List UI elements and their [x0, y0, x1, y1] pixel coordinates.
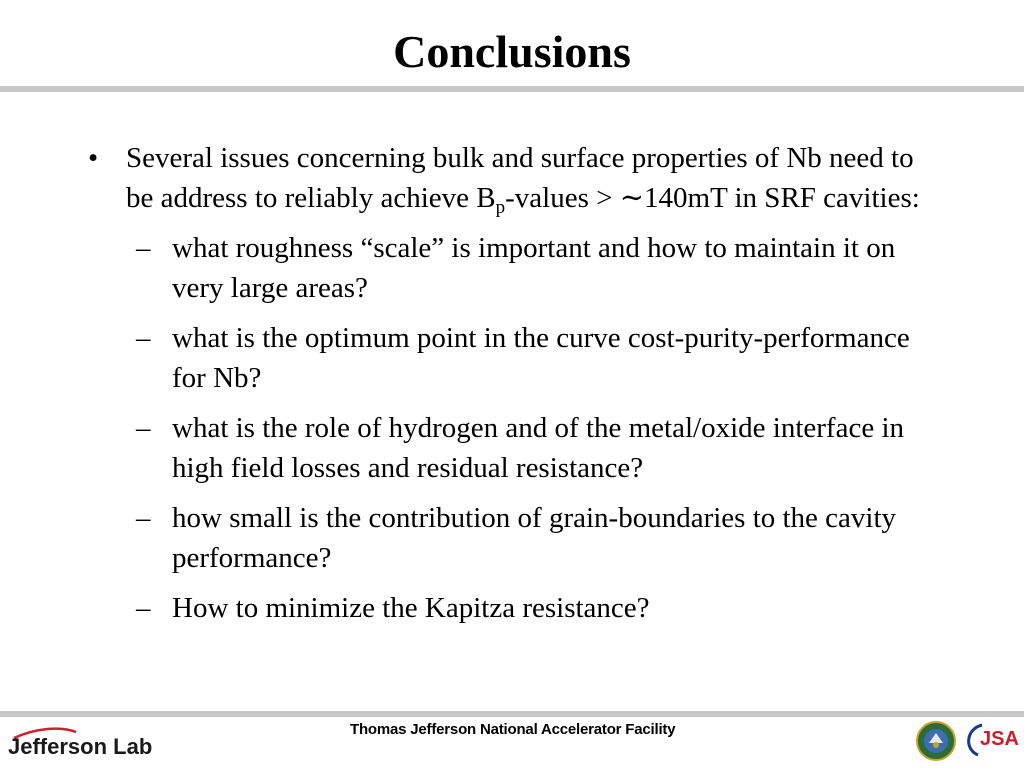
sub-bullet-item — [136, 498, 948, 578]
sub-bullet-text: what is the role of hydrogen and of the metal/oxide interface in high field losses and residual resistance? — [172, 412, 904, 484]
jsa-text: JSA — [980, 728, 1019, 750]
sub-bullet-text: what is the optimum point in the curve cost-purity-performance for Nb? — [172, 322, 910, 394]
logo-text: Jefferson Lab — [8, 734, 153, 759]
sub-bullet-item — [136, 408, 948, 488]
sub-bullet-item — [136, 318, 948, 398]
main-bullet — [88, 138, 948, 218]
sub-bullet-text: How to minimize the Kapitza resistance? — [172, 592, 650, 624]
dash-marker: – — [136, 412, 151, 444]
sub-bullet-text: what roughness “scale” is important and how to maintain it on very large areas? — [172, 232, 896, 304]
doe-seal-icon — [916, 721, 956, 761]
slide-body — [88, 138, 948, 638]
jsa-logo — [962, 719, 1020, 763]
jefferson-lab-logo — [6, 722, 166, 766]
dash-marker: – — [136, 232, 151, 264]
subscript-p: p — [495, 197, 506, 218]
sub-bullet-list — [136, 228, 948, 628]
facility-name: Thomas Jefferson National Accelerator Facility — [350, 721, 676, 738]
dash-marker: – — [136, 592, 151, 624]
slide-title: Conclusions — [393, 26, 631, 77]
dash-marker: – — [136, 322, 151, 354]
sub-bullet-text: how small is the contribution of grain-boundaries to the cavity performance? — [172, 502, 897, 574]
main-bullet-text-start: Several issues concerning bulk and surface properties of Nb need to be address to reliably achieve B — [126, 142, 914, 214]
main-bullet-text — [126, 138, 948, 218]
bullet-marker: • — [88, 142, 99, 174]
sub-bullet-item — [136, 588, 948, 628]
main-bullet-text-end: -values > ∼140mT in SRF cavities: — [505, 182, 920, 214]
footer-divider — [0, 711, 1024, 717]
sub-bullet-item — [136, 228, 948, 308]
header-divider — [0, 86, 1024, 92]
dash-marker: – — [136, 502, 151, 534]
